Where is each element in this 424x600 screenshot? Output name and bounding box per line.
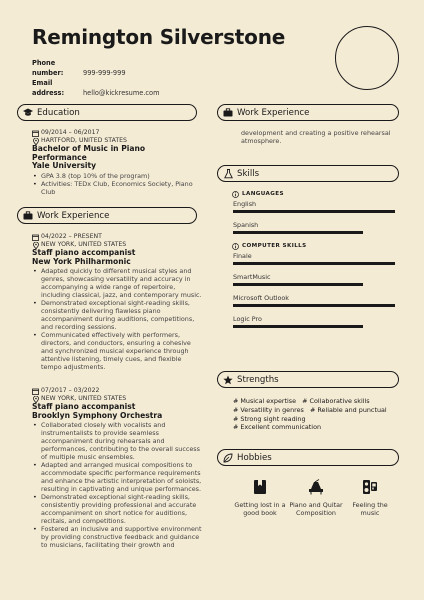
skill-bar xyxy=(233,210,395,213)
music-icon xyxy=(362,479,378,495)
school-name: Yale University xyxy=(32,161,97,170)
strengths-header xyxy=(217,371,399,388)
strengths-row xyxy=(233,415,401,424)
skill-bar-fill xyxy=(233,283,363,286)
education-header xyxy=(17,104,197,121)
location-text: HARTFORD, UNITED STATES xyxy=(41,137,127,144)
hobbies-title: Hobbies xyxy=(237,452,272,463)
languages-subheader xyxy=(232,190,395,198)
strength-tag: # Versatility in genres xyxy=(233,405,304,414)
job-bullet: • Adapted quickly to different musical styles and genres, showcasing versatility and accuracy in accompanying a wide range of repertoire, including classical, jazz, and contemporary music. xyxy=(32,267,202,299)
language-skill xyxy=(233,221,395,234)
job-entry-2 xyxy=(32,387,202,549)
hobby-label: Piano and Quitar Composition xyxy=(289,501,343,517)
skills-list xyxy=(233,190,395,328)
profile-photo-placeholder xyxy=(335,26,399,90)
strength-tag: # Excellent communication xyxy=(233,423,322,432)
phone-value: 999-999-999 xyxy=(83,69,126,77)
education-title: Education xyxy=(37,107,80,118)
job-role: Staff piano accompanist xyxy=(32,248,136,257)
info-icon xyxy=(232,243,239,250)
skill-bar-fill xyxy=(233,210,395,213)
education-entry xyxy=(32,129,202,196)
calendar-icon xyxy=(32,130,39,137)
work-experience-header xyxy=(17,207,197,224)
education-bullet: • Activities: TEDx Club, Economics Society, Piano Club xyxy=(32,180,202,196)
hobby-item xyxy=(231,479,289,517)
email-label: Email address: xyxy=(32,79,65,97)
computer-skill xyxy=(233,273,395,286)
calendar-icon xyxy=(32,234,39,241)
job-bullet: • Demonstrated exceptional sight-reading skills, consistently delivering flawless piano accompaniment during auditions, competitions, and recording sessions. xyxy=(32,299,202,331)
computer-skill xyxy=(233,294,395,307)
job-bullet: • Adapted and arranged musical compositions to accommodate specific performance requirements and enhance the artistic interpretation of soloists, resulting in captivating and unique performances. xyxy=(32,461,202,493)
strengths-row xyxy=(233,423,401,432)
hobbies-header xyxy=(217,449,399,466)
strengths-list xyxy=(233,397,401,432)
hobby-label: Feeling the music xyxy=(352,501,388,517)
skill-name: Spanish xyxy=(233,221,259,229)
computer-skill xyxy=(233,315,395,328)
skill-name: English xyxy=(233,200,257,208)
strength-tag: # Reliable and punctual xyxy=(309,405,387,414)
strengths-row xyxy=(233,406,401,415)
job-org: New York Philharmonic xyxy=(32,256,131,266)
contact-info xyxy=(32,58,160,98)
computer-skills-subheader xyxy=(232,242,395,250)
skill-bar-fill xyxy=(233,304,395,307)
graduation-cap-icon xyxy=(23,108,33,118)
strength-tag: # Strong sight reading xyxy=(233,414,306,423)
strengths-row xyxy=(233,397,401,406)
location-text: NEW YORK, UNITED STATES xyxy=(41,395,127,402)
leaf-icon xyxy=(223,453,233,463)
dates-text: 04/2022 – PRESENT xyxy=(41,233,102,240)
skill-name: Microsoft Outlook xyxy=(233,294,289,302)
star-icon xyxy=(223,375,233,385)
skill-name: Logic Pro xyxy=(233,315,262,323)
book-icon xyxy=(252,479,268,495)
job-bullet: • Fostered an inclusive and supportive environment by providing constructive feedback and guidance to musicians, facilitating their growth and xyxy=(32,525,202,549)
work-experience-continued-title: Work Experience xyxy=(237,107,310,118)
phone-label: Phone number: xyxy=(32,59,64,77)
job-role: Staff piano accompanist xyxy=(32,402,136,411)
briefcase-icon xyxy=(23,211,33,221)
computer-skills-label: COMPUTER SKILLS xyxy=(242,243,307,249)
piano-icon xyxy=(308,479,324,495)
skill-bar xyxy=(233,283,395,286)
dates-text: 09/2014 – 06/2017 xyxy=(41,129,100,136)
strengths-title: Strengths xyxy=(237,374,279,385)
job-bullet: • Demonstrated exceptional sight-reading skills, consistently providing professional and accurate accompaniment on short notice for auditions, recitals, and competitions. xyxy=(32,493,202,525)
work-experience-continued-text: development and creating a positive rehearsal atmosphere. xyxy=(241,129,391,145)
skill-bar-fill xyxy=(233,231,363,234)
info-icon xyxy=(232,191,239,198)
location-text: NEW YORK, UNITED STATES xyxy=(41,241,127,248)
job-dates xyxy=(32,233,202,241)
calendar-icon xyxy=(32,388,39,395)
strength-tag: # Collaborative skills xyxy=(302,397,370,405)
hobby-label: Getting lost in a good book xyxy=(234,501,286,517)
job-entry-1 xyxy=(32,233,202,371)
job-org: Brooklyn Symphony Orchestra xyxy=(32,410,163,420)
computer-skill xyxy=(233,252,395,265)
work-experience-continued-header xyxy=(217,104,399,121)
education-dates xyxy=(32,129,202,137)
skill-bar xyxy=(233,304,395,307)
strength-tag: # Musical expertise xyxy=(233,397,297,405)
job-bullet: • Communicated effectively with performers, directors, and conductors, ensuring a cohesive and synchronized musical experience through attentive listening, timely cues, and flexible tempo adjustments. xyxy=(32,331,202,371)
skill-bar-fill xyxy=(233,262,395,265)
education-bullet: • GPA 3.8 (top 10% of the program) xyxy=(32,172,202,180)
work-experience-title: Work Experience xyxy=(37,210,110,221)
skill-bar-fill xyxy=(233,325,363,328)
skill-name: Finale xyxy=(233,252,252,260)
skills-header xyxy=(217,165,399,182)
skill-name: SmartMusic xyxy=(233,273,271,281)
skills-title: Skills xyxy=(237,168,260,179)
candidate-name: Remington Silverstone xyxy=(32,25,286,49)
job-dates xyxy=(32,387,202,395)
dates-text: 07/2017 – 03/2022 xyxy=(41,387,100,394)
degree-title: Bachelor of Music in Piano Performance xyxy=(32,144,146,162)
flask-icon xyxy=(223,169,233,179)
briefcase-icon xyxy=(223,108,233,118)
hobby-item xyxy=(289,479,343,517)
language-skill xyxy=(233,200,395,213)
skill-bar xyxy=(233,262,395,265)
hobby-item xyxy=(345,479,395,517)
languages-label: LANGUAGES xyxy=(242,191,284,197)
job-bullet: • Collaborated closely with vocalists and instrumentalists to provide seamless accompaniment during rehearsals and performances, contributing to the overall success of multiple music ensembles. xyxy=(32,421,202,461)
skill-bar xyxy=(233,325,395,328)
email-value: hello@kickresume.com xyxy=(83,89,160,97)
skill-bar xyxy=(233,231,395,234)
